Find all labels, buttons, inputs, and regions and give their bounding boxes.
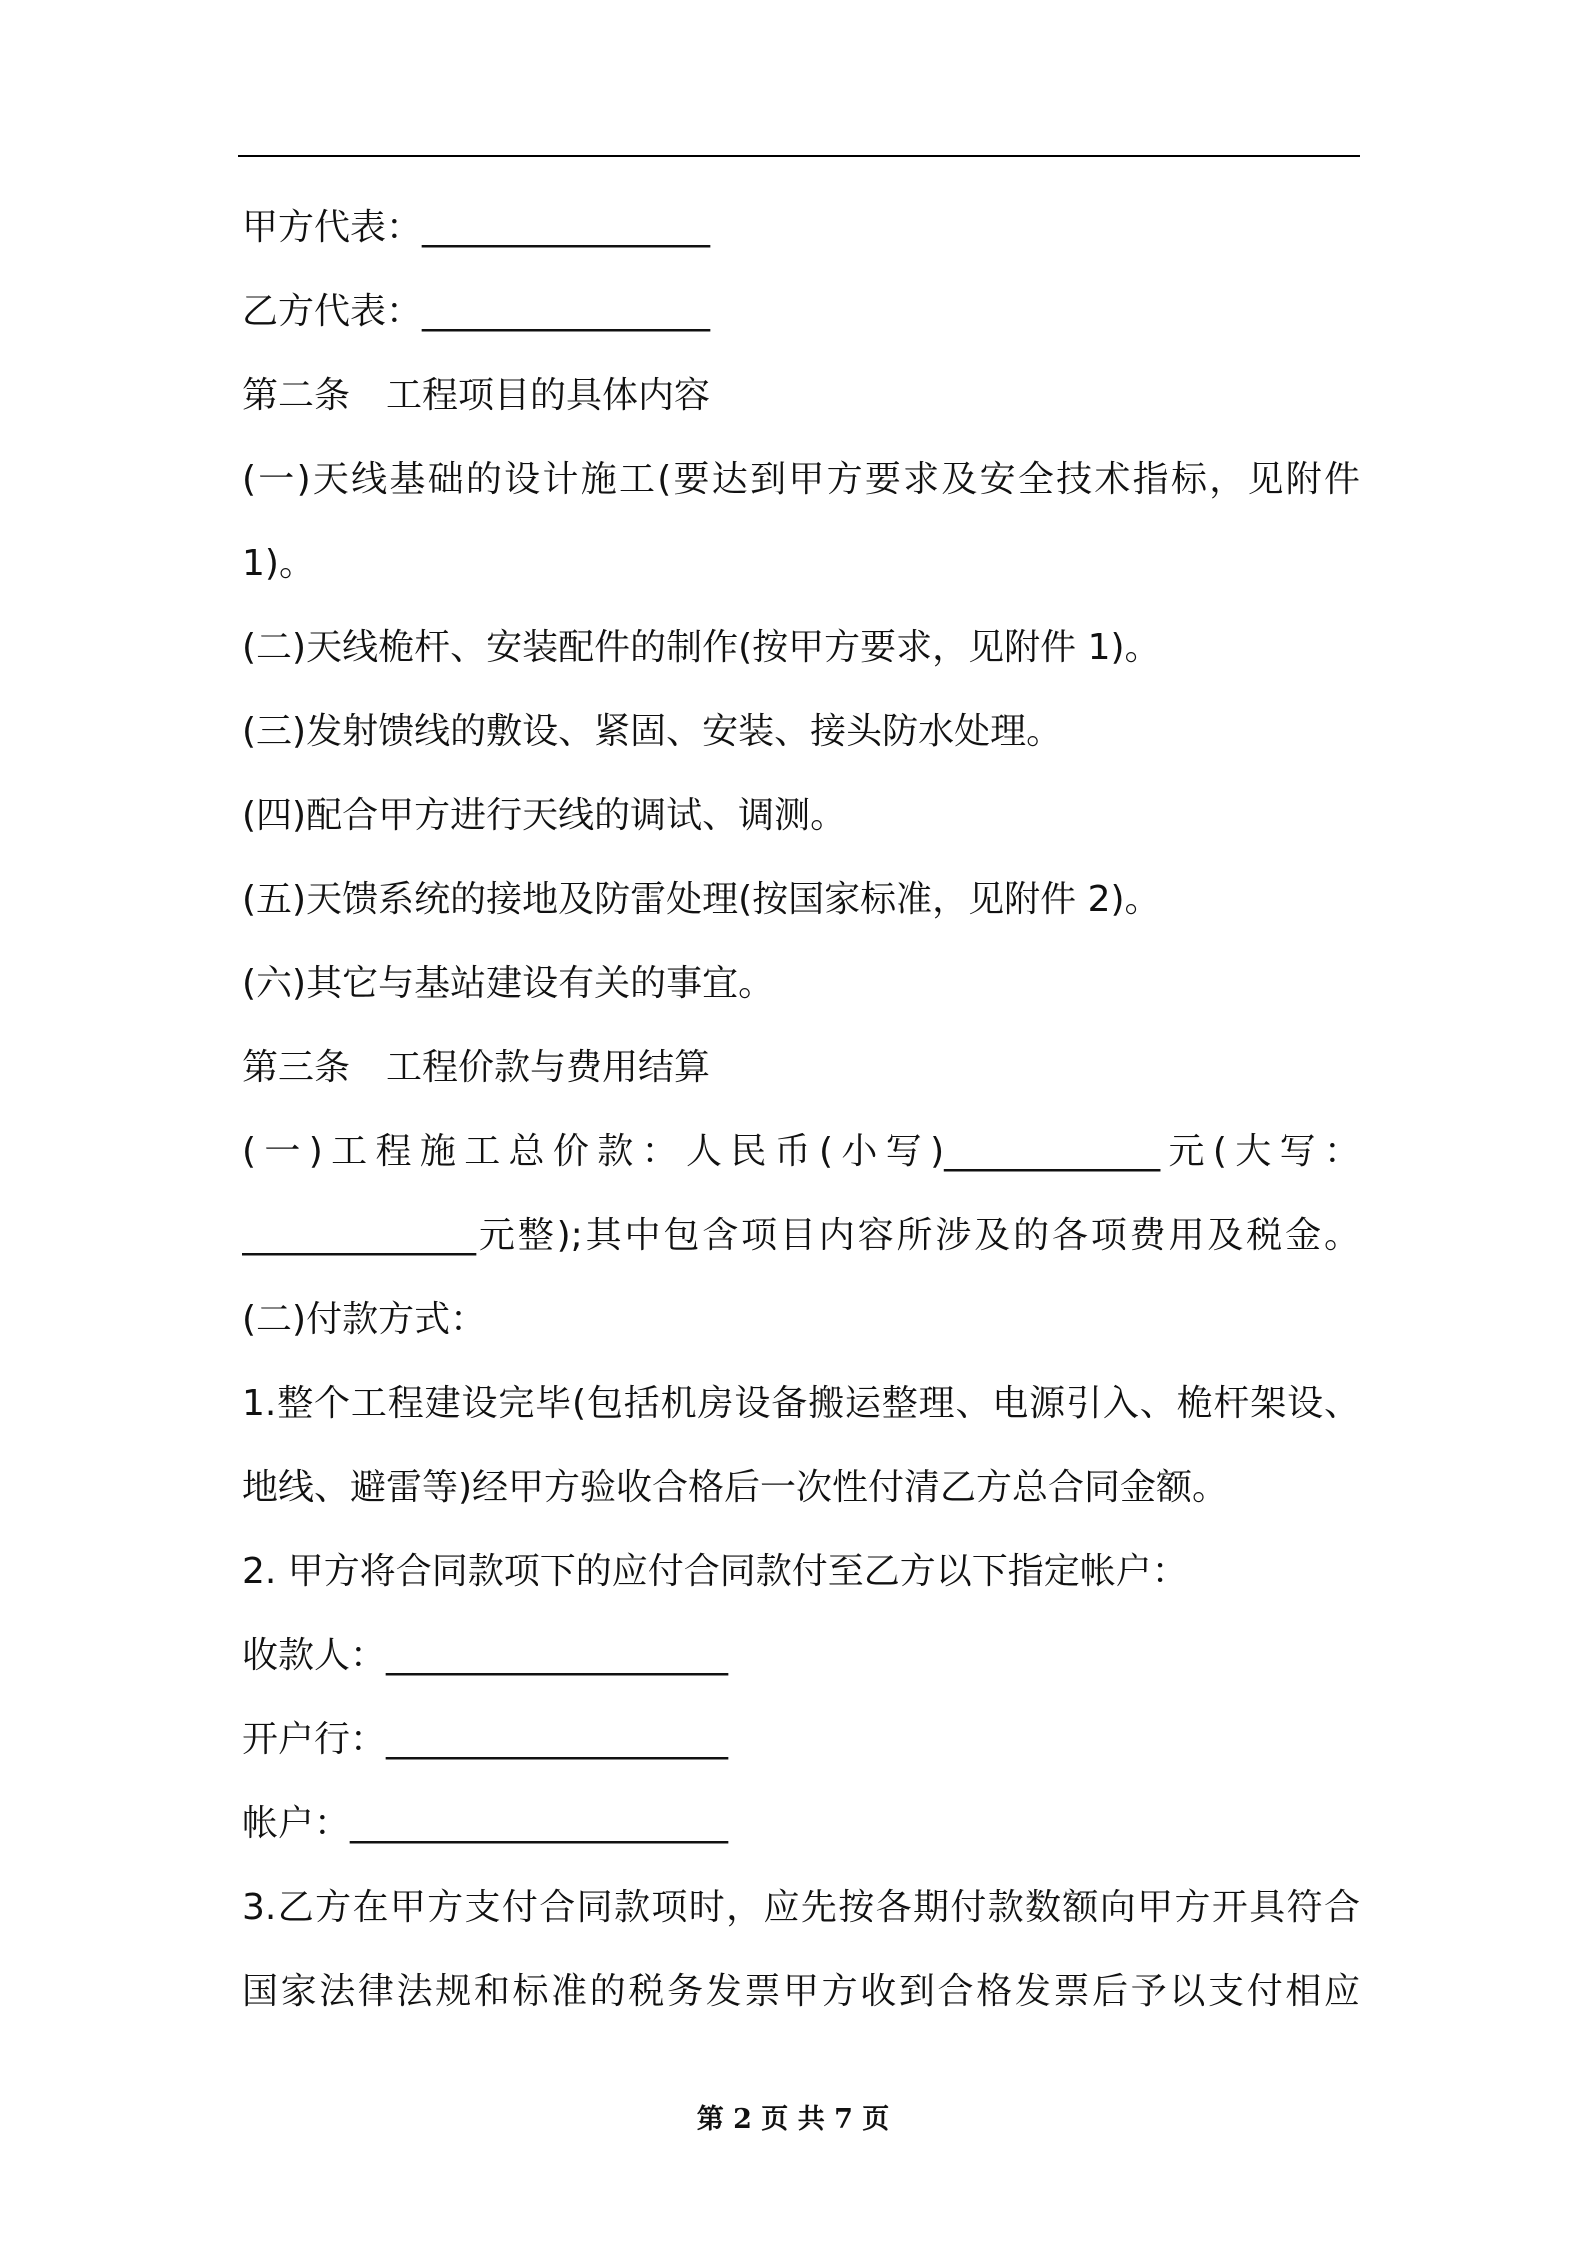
article-2-item-1: (一)天线基础的设计施工(要达到甲方要求及安全技术指标，见附件 xyxy=(242,459,1360,500)
document-body xyxy=(242,186,1360,2034)
party-b-representative-line: 乙方代表：________________ xyxy=(242,291,711,332)
article-3-total-price-continued: _____________元整);其中包含项目内容所涉及的各项费用及税金。 xyxy=(242,1215,1360,1256)
header-rule xyxy=(238,155,1360,157)
payment-clause-1: 1.整个工程建设完毕(包括机房设备搬运整理、电源引入、桅杆架设、 xyxy=(242,1383,1360,1424)
article-2-heading: 第二条 工程项目的具体内容 xyxy=(242,375,711,416)
payee-field: 收款人：___________________ xyxy=(242,1635,729,1676)
payment-clause-1-continued: 地线、避雷等)经甲方验收合格后一次性付清乙方总合同金额。 xyxy=(242,1467,1229,1508)
payment-clause-2: 2. 甲方将合同款项下的应付合同款付至乙方以下指定帐户： xyxy=(242,1551,1188,1592)
account-field: 帐户：_____________________ xyxy=(242,1803,729,1844)
payment-clause-3-continued: 国家法律法规和标准的税务发票甲方收到合格发票后予以支付相应 xyxy=(242,1971,1360,2012)
article-3-total-price: (一)工程施工总价款：人民币(小写)____________元(大写： xyxy=(242,1131,1360,1172)
article-3-heading: 第三条 工程价款与费用结算 xyxy=(242,1047,711,1088)
payment-clause-3: 3.乙方在甲方支付合同款项时，应先按各期付款数额向甲方开具符合 xyxy=(242,1887,1360,1928)
article-2-item-4: (四)配合甲方进行天线的调试、调测。 xyxy=(242,795,847,836)
article-2-item-2: (二)天线桅杆、安装配件的制作(按甲方要求，见附件 1)。 xyxy=(242,627,1161,668)
party-a-representative-line: 甲方代表：________________ xyxy=(242,207,711,248)
article-2-item-6: (六)其它与基站建设有关的事宜。 xyxy=(242,963,775,1004)
page-number-footer: 第 2 页 共 7 页 xyxy=(696,2104,890,2135)
bank-field: 开户行：___________________ xyxy=(242,1719,729,1760)
payment-method-heading: (二)付款方式： xyxy=(242,1299,487,1340)
article-2-item-5: (五)天馈系统的接地及防雷处理(按国家标准，见附件 2)。 xyxy=(242,879,1161,920)
article-2-item-1-continued: 1)。 xyxy=(242,543,315,584)
article-2-item-3: (三)发射馈线的敷设、紧固、安装、接头防水处理。 xyxy=(242,711,1063,752)
